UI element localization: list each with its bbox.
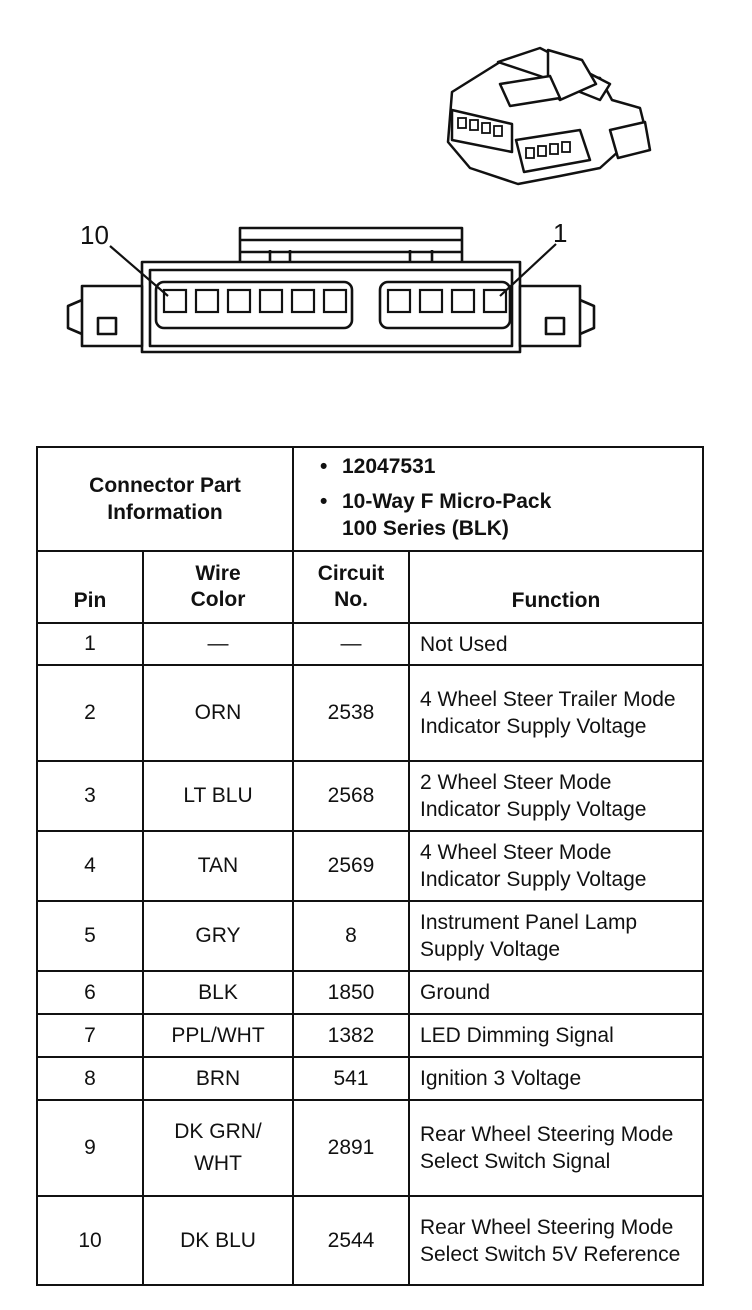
pin-cell: 9 (37, 1100, 143, 1196)
connector-info-details (293, 447, 703, 551)
wire-color-cell: DK GRN/ WHT (143, 1100, 293, 1196)
circuit-cell: 2891 (293, 1100, 409, 1196)
function-cell: Rear Wheel Steering Mode Select Switch Signal (409, 1100, 703, 1196)
function-cell: 4 Wheel Steer Trailer Mode Indicator Supply Voltage (409, 665, 703, 761)
pin-cell: 8 (37, 1057, 143, 1100)
pin-cell: 7 (37, 1014, 143, 1057)
table-row (37, 1057, 703, 1100)
table-row (37, 1100, 703, 1196)
circuit-cell: 2568 (293, 761, 409, 831)
wire-color-cell: — (143, 623, 293, 665)
table-row (37, 623, 703, 665)
pin-cell: 1 (37, 623, 143, 665)
connector-info-list (300, 453, 696, 542)
connector-front-view (0, 0, 752, 380)
table-row (37, 1196, 703, 1285)
function-cell: Ignition 3 Voltage (409, 1057, 703, 1100)
function-cell: Not Used (409, 623, 703, 665)
table-row (37, 831, 703, 901)
circuit-column-header: Circuit No. (293, 551, 409, 623)
function-column-header: Function (409, 551, 703, 623)
function-cell: 4 Wheel Steer Mode Indicator Supply Voltage (409, 831, 703, 901)
connector-description: • 10-Way F Micro-Pack 100 Series (BLK) (342, 488, 696, 542)
wire-color-column-header: Wire Color (143, 551, 293, 623)
wire-color-cell: TAN (143, 831, 293, 901)
circuit-cell: 8 (293, 901, 409, 971)
wire-color-cell: BRN (143, 1057, 293, 1100)
circuit-cell: 541 (293, 1057, 409, 1100)
table-row (37, 901, 703, 971)
pin-cell: 3 (37, 761, 143, 831)
function-cell: Instrument Panel Lamp Supply Voltage (409, 901, 703, 971)
table-row (37, 761, 703, 831)
table-row (37, 1014, 703, 1057)
wire-color-cell: PPL/WHT (143, 1014, 293, 1057)
column-header-row (37, 551, 703, 623)
circuit-cell: 2569 (293, 831, 409, 901)
table-row (37, 971, 703, 1014)
pin-column-header: Pin (37, 551, 143, 623)
connector-info-title: Connector Part Information (37, 447, 293, 551)
pin-cell: 10 (37, 1196, 143, 1285)
wire-color-cell: DK BLU (143, 1196, 293, 1285)
function-cell: 2 Wheel Steer Mode Indicator Supply Voltage (409, 761, 703, 831)
pin-cell: 2 (37, 665, 143, 761)
circuit-cell: 2538 (293, 665, 409, 761)
connector-pinout-table (36, 446, 704, 1286)
part-number: • 12047531 (342, 453, 696, 480)
pin-cell: 4 (37, 831, 143, 901)
circuit-cell: 1850 (293, 971, 409, 1014)
function-cell: Ground (409, 971, 703, 1014)
table-row (37, 665, 703, 761)
pin-cell: 5 (37, 901, 143, 971)
wire-color-cell: BLK (143, 971, 293, 1014)
circuit-cell: 1382 (293, 1014, 409, 1057)
pin-1-callout: 1 (553, 218, 568, 248)
pin-cell: 6 (37, 971, 143, 1014)
function-cell: Rear Wheel Steering Mode Select Switch 5V Reference (409, 1196, 703, 1285)
wire-color-cell: ORN (143, 665, 293, 761)
circuit-cell: 2544 (293, 1196, 409, 1285)
connector-info-row (37, 447, 703, 551)
function-cell: LED Dimming Signal (409, 1014, 703, 1057)
circuit-cell: — (293, 623, 409, 665)
pin-10-callout: 10 (80, 220, 109, 250)
wire-color-cell: LT BLU (143, 761, 293, 831)
wire-color-cell: GRY (143, 901, 293, 971)
